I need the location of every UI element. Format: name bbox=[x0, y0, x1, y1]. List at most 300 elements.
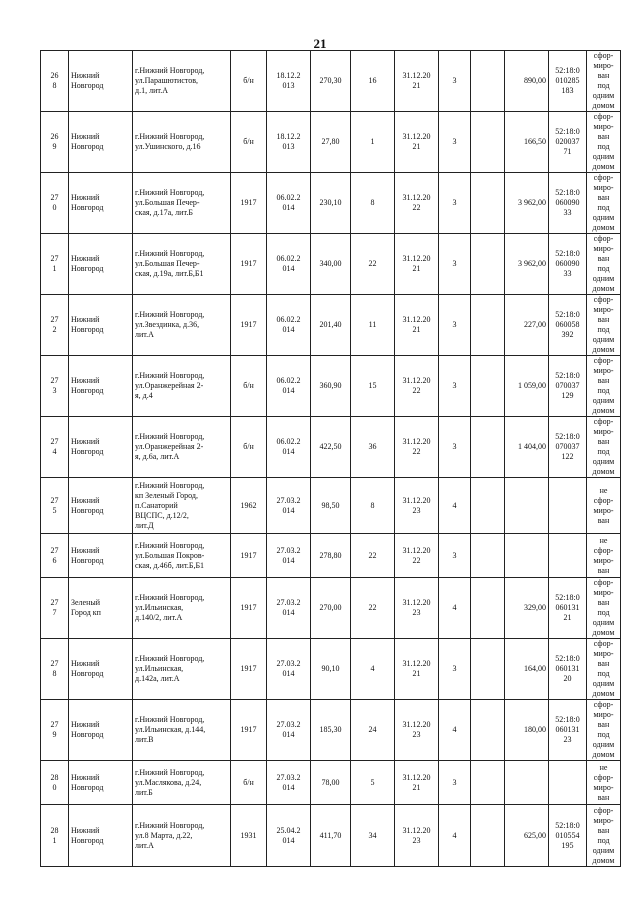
empty-cell bbox=[471, 112, 505, 173]
area-cell: 270,30 bbox=[311, 51, 351, 112]
date-cell-line: 014 bbox=[282, 386, 295, 395]
row-number-cell-line: 26 bbox=[50, 71, 59, 80]
address-cell-line: ул.Большая Печер- bbox=[135, 198, 200, 207]
cost-cell: 3 962,00 bbox=[505, 173, 549, 234]
land-status-cell-line: не bbox=[599, 762, 608, 772]
address-cell-line: г.Нижний Новгород, bbox=[135, 480, 205, 490]
cadastral-number-cell-line: 52:18:0 bbox=[555, 654, 580, 663]
land-status-cell-line: сфор- bbox=[593, 639, 614, 648]
address-cell-line: д.140/2, лит.А bbox=[135, 613, 183, 622]
year-cell: 1917 bbox=[231, 234, 267, 295]
locality-cell bbox=[69, 356, 133, 417]
row-number-cell bbox=[41, 639, 69, 700]
year-cell: 1917 bbox=[231, 578, 267, 639]
land-status-cell-line: ван bbox=[597, 515, 610, 525]
table-row bbox=[41, 356, 621, 417]
land-status-cell-line: одним bbox=[592, 152, 615, 161]
address-cell-line: ул.Большая Печер- bbox=[135, 259, 200, 268]
cadastral-number-cell-line: 21 bbox=[563, 613, 572, 622]
due-date-cell bbox=[395, 417, 439, 478]
date-cell bbox=[267, 51, 311, 112]
residents-count-cell: 5 bbox=[351, 761, 395, 805]
date-cell bbox=[267, 417, 311, 478]
land-status-cell-line: сфор- bbox=[593, 578, 614, 587]
locality-cell bbox=[69, 534, 133, 578]
due-date-cell bbox=[395, 51, 439, 112]
land-status-cell-line: одним bbox=[592, 335, 615, 344]
cadastral-number-cell-line: 070037 bbox=[555, 381, 580, 390]
land-status-cell-line: сфор- bbox=[593, 173, 614, 182]
locality-cell-line: Новгород bbox=[71, 730, 104, 739]
row-number-cell-line: 27 bbox=[50, 545, 59, 555]
table-row bbox=[41, 761, 621, 805]
residents-count-cell: 22 bbox=[351, 534, 395, 578]
area-cell: 90,10 bbox=[311, 639, 351, 700]
row-number-cell-line: 27 bbox=[50, 315, 59, 324]
area-cell: 278,80 bbox=[311, 534, 351, 578]
due-date-cell-line: 22 bbox=[412, 203, 421, 212]
area-cell: 230,10 bbox=[311, 173, 351, 234]
cadastral-number-cell bbox=[549, 112, 587, 173]
locality-cell-line: Нижний bbox=[71, 437, 100, 446]
land-status-cell-line: сфор- bbox=[593, 772, 614, 782]
empty-cell bbox=[471, 534, 505, 578]
date-cell-line: 25.04.2 bbox=[276, 825, 301, 835]
cost-cell: 227,00 bbox=[505, 295, 549, 356]
land-status-cell-line: домом bbox=[592, 467, 615, 476]
date-cell-line: 014 bbox=[282, 325, 295, 334]
address-cell-line: г.Нижний Новгород, bbox=[135, 310, 205, 319]
due-date-cell-line: 22 bbox=[412, 555, 421, 565]
locality-cell-line: Нижний bbox=[71, 132, 100, 141]
category-cell: 4 bbox=[439, 700, 471, 761]
cost-cell: 164,00 bbox=[505, 639, 549, 700]
address-cell-line: ул.Ильинская, д.144, bbox=[135, 725, 206, 734]
land-status-cell-line: домом bbox=[592, 162, 615, 171]
date-cell bbox=[267, 173, 311, 234]
address-cell-line: г.Нижний Новгород, bbox=[135, 249, 205, 258]
due-date-cell-line: 31.12.20 bbox=[402, 659, 431, 668]
cadastral-number-cell-line: 010554 bbox=[555, 830, 580, 840]
category-cell: 3 bbox=[439, 112, 471, 173]
date-cell-line: 06.02.2 bbox=[276, 376, 301, 385]
due-date-cell bbox=[395, 578, 439, 639]
due-date-cell-line: 31.12.20 bbox=[402, 315, 431, 324]
land-status-cell-line: ван bbox=[597, 254, 610, 263]
table-row bbox=[41, 700, 621, 761]
cadastral-number-cell-line: 060131 bbox=[555, 603, 580, 612]
row-number-cell bbox=[41, 234, 69, 295]
area-cell: 360,90 bbox=[311, 356, 351, 417]
land-status-cell-line: миро- bbox=[593, 710, 614, 719]
empty-cell bbox=[471, 295, 505, 356]
land-status-cell-line: миро- bbox=[593, 366, 614, 375]
land-status-cell-line: ван bbox=[597, 792, 610, 802]
due-date-cell-line: 31.12.20 bbox=[402, 720, 431, 729]
table-row bbox=[41, 578, 621, 639]
address-cell-line: ул.Оранжерейная 2- bbox=[135, 381, 204, 390]
due-date-cell-line: 22 bbox=[412, 386, 421, 395]
row-number-cell bbox=[41, 51, 69, 112]
land-status-cell bbox=[587, 761, 621, 805]
locality-cell-line: Нижний bbox=[71, 545, 100, 555]
address-cell-line: ская, д.46б, лит.Б,Б1 bbox=[135, 560, 205, 570]
due-date-cell-line: 31.12.20 bbox=[402, 132, 431, 141]
address-cell-line: г.Нижний Новгород, bbox=[135, 654, 205, 663]
category-cell: 3 bbox=[439, 639, 471, 700]
row-number-cell-line: 1 bbox=[52, 264, 57, 273]
date-cell bbox=[267, 761, 311, 805]
land-status-cell bbox=[587, 234, 621, 295]
land-status-cell-line: под bbox=[597, 142, 610, 151]
date-cell bbox=[267, 700, 311, 761]
cost-cell: 1 059,00 bbox=[505, 356, 549, 417]
land-status-cell-line: домом bbox=[592, 345, 615, 354]
page-number: 21 bbox=[313, 36, 327, 51]
residents-count-cell: 8 bbox=[351, 478, 395, 534]
locality-cell-line: Новгород bbox=[71, 325, 104, 334]
locality-cell bbox=[69, 234, 133, 295]
address-cell-line: ул.Большая Покров- bbox=[135, 550, 205, 560]
year-cell: б/н bbox=[231, 417, 267, 478]
cadastral-number-cell-line: 71 bbox=[563, 147, 572, 156]
land-status-cell-line: миро- bbox=[593, 244, 614, 253]
date-cell bbox=[267, 805, 311, 867]
row-number-cell-line: 3 bbox=[52, 386, 57, 395]
row-number-cell bbox=[41, 173, 69, 234]
area-cell: 185,30 bbox=[311, 700, 351, 761]
cadastral-number-cell bbox=[549, 534, 587, 578]
date-cell-line: 014 bbox=[282, 730, 295, 739]
land-status-cell-line: сфор- bbox=[593, 700, 614, 709]
land-status-cell-line: ван bbox=[597, 437, 610, 446]
row-number-cell bbox=[41, 700, 69, 761]
cadastral-number-cell-line: 060131 bbox=[555, 664, 580, 673]
year-cell: 1917 bbox=[231, 534, 267, 578]
row-number-cell-line: 27 bbox=[50, 437, 59, 446]
cost-cell: 166,50 bbox=[505, 112, 549, 173]
date-cell bbox=[267, 295, 311, 356]
address-cell-line: п.Санаторий bbox=[135, 500, 178, 510]
empty-cell bbox=[471, 639, 505, 700]
row-number-cell bbox=[41, 578, 69, 639]
land-status-cell-line: ван bbox=[597, 598, 610, 607]
row-number-cell-line: 27 bbox=[50, 495, 59, 505]
cadastral-number-cell bbox=[549, 234, 587, 295]
due-date-cell-line: 22 bbox=[412, 447, 421, 456]
due-date-cell bbox=[395, 534, 439, 578]
row-number-cell bbox=[41, 295, 69, 356]
land-status-cell-line: одним bbox=[592, 679, 615, 688]
cadastral-number-cell bbox=[549, 417, 587, 478]
row-number-cell-line: 4 bbox=[52, 447, 57, 456]
residents-count-cell: 24 bbox=[351, 700, 395, 761]
address-cell bbox=[133, 234, 231, 295]
area-cell: 422,50 bbox=[311, 417, 351, 478]
address-cell bbox=[133, 173, 231, 234]
cadastral-number-cell-line: 52:18:0 bbox=[555, 432, 580, 441]
row-number-cell bbox=[41, 805, 69, 867]
land-status-cell-line: ван bbox=[597, 132, 610, 141]
cadastral-number-cell-line: 060090 bbox=[555, 259, 580, 268]
land-status-cell-line: сфор- bbox=[593, 545, 614, 555]
row-number-cell bbox=[41, 417, 69, 478]
locality-cell-line: Новгород bbox=[71, 386, 104, 395]
date-cell bbox=[267, 534, 311, 578]
land-status-cell-line: одним bbox=[592, 91, 615, 100]
table-row bbox=[41, 478, 621, 534]
cadastral-number-cell-line: 20 bbox=[563, 674, 572, 683]
cost-cell bbox=[505, 478, 549, 534]
date-cell bbox=[267, 478, 311, 534]
year-cell: б/н bbox=[231, 51, 267, 112]
date-cell-line: 014 bbox=[282, 669, 295, 678]
table-row bbox=[41, 805, 621, 867]
cadastral-number-cell-line: 52:18:0 bbox=[555, 66, 580, 75]
address-cell-line: ул.8 Марта, д.22, bbox=[135, 830, 193, 840]
locality-cell bbox=[69, 478, 133, 534]
registry-body bbox=[41, 51, 621, 867]
land-status-cell-line: не bbox=[599, 485, 608, 495]
residents-count-cell: 36 bbox=[351, 417, 395, 478]
empty-cell bbox=[471, 234, 505, 295]
date-cell-line: 27.03.2 bbox=[276, 720, 301, 729]
locality-cell-line: Нижний bbox=[71, 71, 100, 80]
cadastral-number-cell-line: 060058 bbox=[555, 320, 580, 329]
row-number-cell-line: 0 bbox=[52, 782, 57, 792]
due-date-cell-line: 31.12.20 bbox=[402, 495, 431, 505]
address-cell-line: ул.Звездинка, д.36, bbox=[135, 320, 200, 329]
land-status-cell-line: одним bbox=[592, 740, 615, 749]
empty-cell bbox=[471, 700, 505, 761]
cadastral-number-cell-line: 183 bbox=[561, 86, 574, 95]
locality-cell-line: Нижний bbox=[71, 659, 100, 668]
locality-cell-line: Новгород bbox=[71, 505, 104, 515]
year-cell: 1917 bbox=[231, 639, 267, 700]
table-row bbox=[41, 173, 621, 234]
row-number-cell-line: 7 bbox=[52, 608, 57, 617]
date-cell bbox=[267, 578, 311, 639]
cost-cell bbox=[505, 534, 549, 578]
locality-cell-line: Нижний bbox=[71, 315, 100, 324]
land-status-cell-line: одним bbox=[592, 396, 615, 405]
locality-cell bbox=[69, 173, 133, 234]
row-number-cell-line: 2 bbox=[52, 325, 57, 334]
address-cell-line: ул.Маслякова, д.24, bbox=[135, 777, 202, 787]
address-cell-line: ская, д.17а, лит.Б bbox=[135, 208, 193, 217]
empty-cell bbox=[471, 51, 505, 112]
address-cell bbox=[133, 112, 231, 173]
row-number-cell-line: 27 bbox=[50, 659, 59, 668]
year-cell: 1917 bbox=[231, 295, 267, 356]
area-cell: 27,80 bbox=[311, 112, 351, 173]
land-status-cell-line: сфор- bbox=[593, 234, 614, 243]
land-status-cell-line: одним bbox=[592, 845, 615, 855]
cadastral-number-cell-line: 195 bbox=[561, 840, 574, 850]
cadastral-number-cell bbox=[549, 761, 587, 805]
cadastral-number-cell bbox=[549, 295, 587, 356]
land-status-cell bbox=[587, 112, 621, 173]
locality-cell-line: Нижний bbox=[71, 720, 100, 729]
due-date-cell bbox=[395, 761, 439, 805]
land-status-cell-line: миро- bbox=[593, 122, 614, 131]
address-cell bbox=[133, 356, 231, 417]
land-status-cell-line: под bbox=[597, 730, 610, 739]
empty-cell bbox=[471, 761, 505, 805]
locality-cell-line: Новгород bbox=[71, 203, 104, 212]
date-cell-line: 27.03.2 bbox=[276, 495, 301, 505]
land-status-cell-line: не bbox=[599, 535, 608, 545]
due-date-cell bbox=[395, 234, 439, 295]
cost-cell bbox=[505, 761, 549, 805]
locality-cell-line: Новгород bbox=[71, 81, 104, 90]
year-cell: 1917 bbox=[231, 173, 267, 234]
residents-count-cell: 1 bbox=[351, 112, 395, 173]
empty-cell bbox=[471, 173, 505, 234]
date-cell-line: 014 bbox=[282, 782, 295, 792]
table-row bbox=[41, 534, 621, 578]
cadastral-number-cell-line: 122 bbox=[561, 452, 574, 461]
residents-count-cell: 8 bbox=[351, 173, 395, 234]
cadastral-number-cell-line: 020037 bbox=[555, 137, 580, 146]
address-cell-line: ул.Ильинская, bbox=[135, 664, 184, 673]
cadastral-number-cell bbox=[549, 478, 587, 534]
row-number-cell bbox=[41, 761, 69, 805]
address-cell bbox=[133, 478, 231, 534]
address-cell bbox=[133, 639, 231, 700]
area-cell: 340,00 bbox=[311, 234, 351, 295]
due-date-cell bbox=[395, 295, 439, 356]
land-status-cell-line: сфор- bbox=[593, 356, 614, 365]
address-cell-line: д.142а, лит.А bbox=[135, 674, 180, 683]
row-number-cell-line: 9 bbox=[52, 142, 57, 151]
land-status-cell-line: миро- bbox=[593, 305, 614, 314]
land-status-cell bbox=[587, 478, 621, 534]
land-status-cell-line: под bbox=[597, 447, 610, 456]
row-number-cell-line: 6 bbox=[52, 555, 57, 565]
locality-cell bbox=[69, 639, 133, 700]
locality-cell bbox=[69, 51, 133, 112]
cadastral-number-cell-line: 060090 bbox=[555, 198, 580, 207]
due-date-cell-line: 31.12.20 bbox=[402, 71, 431, 80]
land-status-cell-line: сфор- bbox=[593, 417, 614, 426]
area-cell: 98,50 bbox=[311, 478, 351, 534]
locality-cell-line: Нижний bbox=[71, 825, 100, 835]
land-status-cell-line: домом bbox=[592, 750, 615, 759]
locality-cell-line: Новгород bbox=[71, 669, 104, 678]
area-cell: 201,40 bbox=[311, 295, 351, 356]
land-status-cell-line: ван bbox=[597, 720, 610, 729]
address-cell-line: ская, д.19а, лит.Б,Б1 bbox=[135, 269, 204, 278]
empty-cell bbox=[471, 578, 505, 639]
land-status-cell-line: ван bbox=[597, 825, 610, 835]
land-status-cell-line: миро- bbox=[593, 427, 614, 436]
due-date-cell-line: 21 bbox=[412, 325, 421, 334]
category-cell: 3 bbox=[439, 234, 471, 295]
cadastral-number-cell bbox=[549, 51, 587, 112]
row-number-cell-line: 5 bbox=[52, 505, 57, 515]
cadastral-number-cell-line: 392 bbox=[561, 330, 574, 339]
land-status-cell-line: сфор- bbox=[593, 495, 614, 505]
due-date-cell-line: 31.12.20 bbox=[402, 825, 431, 835]
locality-cell-line: Новгород bbox=[71, 835, 104, 845]
locality-cell-line: Новгород bbox=[71, 447, 104, 456]
due-date-cell-line: 23 bbox=[412, 730, 421, 739]
land-status-cell-line: одним bbox=[592, 457, 615, 466]
due-date-cell-line: 21 bbox=[412, 264, 421, 273]
land-status-cell-line: под bbox=[597, 608, 610, 617]
cadastral-number-cell bbox=[549, 805, 587, 867]
locality-cell-line: Нижний bbox=[71, 254, 100, 263]
row-number-cell-line: 27 bbox=[50, 598, 59, 607]
locality-cell-line: Новгород bbox=[71, 264, 104, 273]
address-cell-line: лит.Б bbox=[135, 787, 153, 797]
cadastral-number-cell-line: 52:18:0 bbox=[555, 310, 580, 319]
land-status-cell-line: под bbox=[597, 81, 610, 90]
address-cell-line: д.1, лит.А bbox=[135, 86, 169, 95]
year-cell: б/н bbox=[231, 761, 267, 805]
locality-cell bbox=[69, 295, 133, 356]
address-cell-line: лит.А bbox=[135, 840, 154, 850]
date-cell-line: 014 bbox=[282, 264, 295, 273]
year-cell: б/н bbox=[231, 356, 267, 417]
address-cell-line: г.Нижний Новгород, bbox=[135, 820, 205, 830]
date-cell-line: 014 bbox=[282, 835, 295, 845]
address-cell-line: г.Нижний Новгород, bbox=[135, 132, 205, 141]
date-cell-line: 27.03.2 bbox=[276, 598, 301, 607]
category-cell: 3 bbox=[439, 173, 471, 234]
cadastral-number-cell-line: 52:18:0 bbox=[555, 820, 580, 830]
date-cell-line: 27.03.2 bbox=[276, 545, 301, 555]
date-cell-line: 014 bbox=[282, 555, 295, 565]
residents-count-cell: 22 bbox=[351, 234, 395, 295]
land-status-cell bbox=[587, 417, 621, 478]
address-cell-line: ул.Ильинская, bbox=[135, 603, 184, 612]
address-cell-line: я, д.6а, лит.А bbox=[135, 452, 180, 461]
land-status-cell bbox=[587, 700, 621, 761]
area-cell: 270,00 bbox=[311, 578, 351, 639]
address-cell bbox=[133, 417, 231, 478]
date-cell-line: 18.12.2 bbox=[276, 132, 301, 141]
table-row bbox=[41, 417, 621, 478]
due-date-cell bbox=[395, 639, 439, 700]
locality-cell bbox=[69, 700, 133, 761]
land-status-cell-line: под bbox=[597, 264, 610, 273]
date-cell-line: 06.02.2 bbox=[276, 437, 301, 446]
land-status-cell-line: домом bbox=[592, 101, 615, 110]
year-cell: 1931 bbox=[231, 805, 267, 867]
land-status-cell bbox=[587, 295, 621, 356]
row-number-cell-line: 8 bbox=[52, 81, 57, 90]
category-cell: 4 bbox=[439, 478, 471, 534]
land-status-cell-line: домом bbox=[592, 689, 615, 698]
year-cell: б/н bbox=[231, 112, 267, 173]
land-status-cell-line: ван bbox=[597, 71, 610, 80]
due-date-cell-line: 21 bbox=[412, 81, 421, 90]
date-cell-line: 013 bbox=[282, 142, 295, 151]
row-number-cell bbox=[41, 534, 69, 578]
housing-registry-table bbox=[40, 50, 621, 867]
locality-cell bbox=[69, 578, 133, 639]
address-cell bbox=[133, 700, 231, 761]
table-row bbox=[41, 112, 621, 173]
due-date-cell-line: 23 bbox=[412, 835, 421, 845]
land-status-cell bbox=[587, 639, 621, 700]
row-number-cell-line: 8 bbox=[52, 669, 57, 678]
land-status-cell-line: одним bbox=[592, 618, 615, 627]
cost-cell: 329,00 bbox=[505, 578, 549, 639]
date-cell bbox=[267, 234, 311, 295]
